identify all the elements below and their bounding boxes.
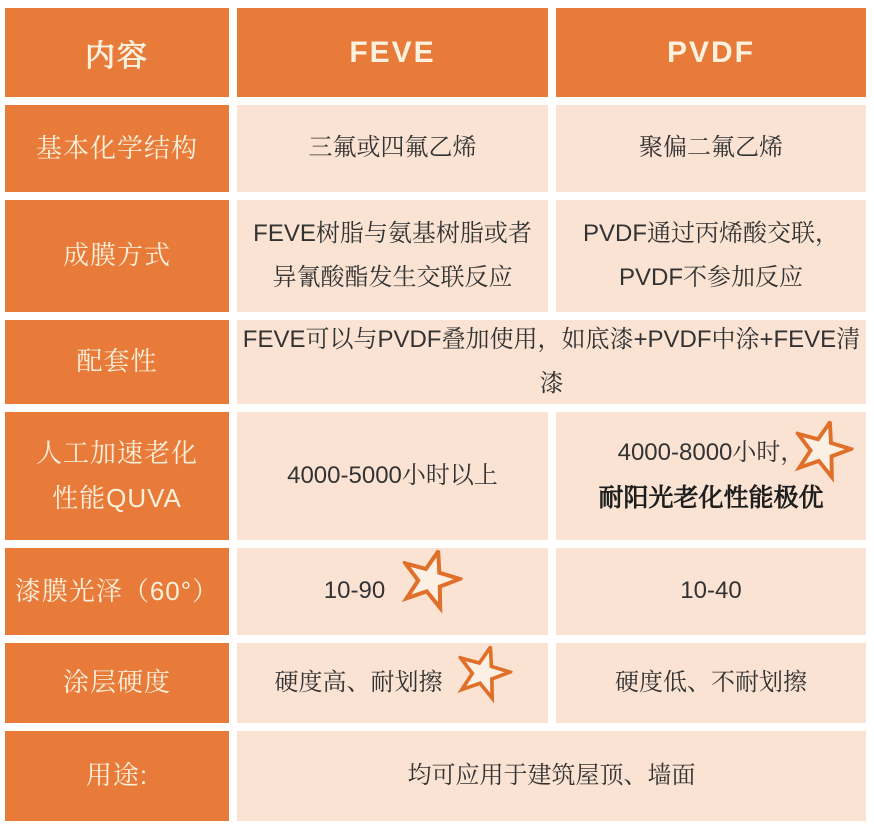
cell-text-line: 硬度高、耐划擦 [274,668,443,696]
cell-text-line: 异氰酸酯发生交联反应 [272,264,513,291]
row-label-aging-quva [5,412,229,540]
cell-film-feve [237,200,548,312]
header-feve: FEVE [237,8,548,97]
cell-chemical-pvdf: 聚偏二氟乙烯 [556,105,866,192]
star-icon [448,638,517,707]
cell-text-line-bold: 耐阳光老化性能极优 [598,484,824,513]
header-pvdf: PVDF [556,8,866,97]
cell-text-line: PVDF通过丙烯酸交联， [582,219,839,247]
row-label-hardness: 涂层硬度 [5,643,229,723]
label-text-line: 性能QUVA [52,483,182,513]
label-text-line: 人工加速老化 [35,437,198,468]
row-label-gloss: 漆膜光泽（60°） [5,548,229,635]
cell-pairing-merged: FEVE可以与PVDF叠加使用，如底漆+PVDF中涂+FEVE清漆 [237,320,866,404]
cell-aging-pvdf [556,412,866,540]
cell-chemical-feve: 三氟或四氟乙烯 [237,105,548,192]
cell-hardness-feve [237,643,548,723]
cell-text-line: 10-90 [323,577,386,605]
row-label-pairing: 配套性 [5,320,229,404]
cell-text-line: FEVE树脂与氨基树脂或者 [253,219,532,247]
cell-gloss-pvdf: 10-40 [556,548,866,635]
header-content: 内容 [5,8,229,97]
cell-text-line: 4000-8000小时， [617,438,805,466]
cell-hardness-pvdf: 硬度低、不耐划擦 [556,643,866,723]
row-label-chemical-structure: 基本化学结构 [5,105,229,192]
row-label-usage: 用途: [5,731,229,821]
cell-text-line: PVDF不参加反应 [618,264,803,291]
cell-film-pvdf [556,200,866,312]
star-icon [392,541,469,618]
cell-gloss-feve [237,548,548,635]
cell-usage-merged: 均可应用于建筑屋顶、墙面 [237,731,866,821]
row-label-film-forming: 成膜方式 [5,200,229,312]
cell-aging-feve: 4000-5000小时以上 [237,412,548,540]
